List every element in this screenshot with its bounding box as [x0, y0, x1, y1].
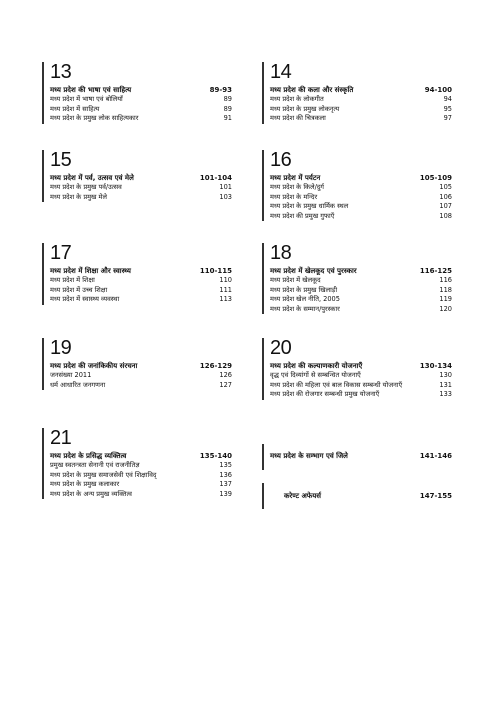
toc-item[interactable]: मध्य प्रदेश के प्रमुख लोक साहित्यकार 91	[50, 114, 232, 123]
chapter-20	[262, 338, 452, 400]
toc-item[interactable]: मध्य प्रदेश की चित्रकला 97	[270, 114, 452, 123]
toc-item[interactable]: मध्य प्रदेश के मन्दिर 106	[270, 192, 452, 201]
toc-item[interactable]: मध्य प्रदेश में भाषा एवं बोलियाँ 89	[50, 95, 232, 103]
toc-item[interactable]: मध्य प्रदेश में शिक्षा 110	[50, 276, 232, 284]
chapter-number: 17	[50, 242, 72, 264]
chapter-number: 13	[50, 61, 72, 83]
chapter-number: 19	[50, 337, 72, 359]
chapter-heading[interactable]: मध्य प्रदेश में पर्व, उत्सव एवं मेले 101-104	[50, 174, 232, 182]
toc-item[interactable]: मध्य प्रदेश में स्वास्थ्य व्यवस्था 113	[50, 295, 232, 304]
toc-item[interactable]: मध्य प्रदेश में उच्च शिक्षा 111	[50, 285, 232, 294]
chapter-heading[interactable]: मध्य प्रदेश में खेलकूद एवं पुरस्कार 116-125	[270, 267, 452, 275]
toc-item[interactable]: धर्म आधारित जनगणना 127	[50, 380, 232, 389]
chapter-heading[interactable]: मध्य प्रदेश की कल्याणकारी योजनाएँ 130-134	[270, 362, 452, 370]
chapter-number: 15	[50, 149, 72, 171]
toc-item[interactable]: मध्य प्रदेश के प्रमुख खिलाड़ी 118	[270, 285, 452, 294]
toc-item[interactable]: जनसंख्या 2011 126	[50, 371, 232, 379]
chapter-number: 18	[270, 242, 292, 264]
chapter-17	[42, 243, 232, 305]
section-divisions	[262, 444, 452, 470]
section-heading[interactable]: करेण्ट अफेयर्स 147-155	[284, 492, 452, 500]
chapter-heading[interactable]: मध्य प्रदेश की कला और संस्कृति 94-100	[270, 86, 452, 94]
toc-item[interactable]: मध्य प्रदेश के किले/दुर्ग 105	[270, 183, 452, 191]
toc-item[interactable]: मध्य प्रदेश में खेलकूद 116	[270, 276, 452, 284]
chapter-13	[42, 62, 232, 124]
chapter-16	[262, 150, 452, 221]
chapter-15	[42, 150, 232, 202]
section-heading[interactable]: मध्य प्रदेश के सम्भाग एवं जिले 141-146	[270, 452, 452, 460]
chapter-heading[interactable]: मध्य प्रदेश में शिक्षा और स्वास्थ्य 110-115	[50, 267, 232, 275]
toc-item[interactable]: मध्य प्रदेश के प्रमुख कलाकार 137	[50, 480, 232, 489]
toc-item[interactable]: मध्य प्रदेश की प्रमुख गुफाएँ 108	[270, 211, 452, 220]
toc-item[interactable]: मध्य प्रदेश के प्रमुख धार्मिक स्थल 107	[270, 202, 452, 211]
toc-item[interactable]: मध्य प्रदेश के लोकगीत 94	[270, 95, 452, 103]
toc-item[interactable]: मध्य प्रदेश के प्रमुख समाजसेवी एवं शिक्षाविद् 136	[50, 470, 232, 479]
chapter-heading[interactable]: मध्य प्रदेश में पर्यटन 105-109	[270, 174, 452, 182]
toc-item[interactable]: मध्य प्रदेश की रोजगार सम्बन्धी प्रमुख योजनाएँ 133	[270, 390, 452, 399]
chapter-number: 14	[270, 61, 292, 83]
chapter-18	[262, 243, 452, 314]
section-current-affairs	[262, 483, 452, 509]
toc-item[interactable]: मध्य प्रदेश के अन्य प्रमुख व्यक्तित्व 139	[50, 489, 232, 498]
chapter-14	[262, 62, 452, 124]
toc-item[interactable]: मध्य प्रदेश में साहित्य 89	[50, 104, 232, 113]
chapter-21	[42, 428, 232, 499]
toc-item[interactable]: मध्य प्रदेश की महिला एवं बाल विकास सम्बन्धी योजनाएँ 131	[270, 380, 452, 389]
chapter-number: 16	[270, 149, 292, 171]
toc-item[interactable]: वृद्ध एवं दिव्यांगों से सम्बन्धित योजनाएँ 130	[270, 371, 452, 379]
toc-item[interactable]: मध्य प्रदेश के सम्मान/पुरस्कार 120	[270, 304, 452, 313]
chapter-19	[42, 338, 232, 390]
chapter-number: 20	[270, 337, 292, 359]
toc-item[interactable]: मध्य प्रदेश के प्रमुख मेले 103	[50, 192, 232, 201]
chapter-heading[interactable]: मध्य प्रदेश की जनांकिकीय संरचना 126-129	[50, 362, 232, 370]
chapter-heading[interactable]: मध्य प्रदेश के प्रसिद्ध व्यक्तित्व 135-140	[50, 452, 232, 460]
toc-item[interactable]: मध्य प्रदेश खेल नीति, 2005 119	[270, 295, 452, 304]
chapter-heading[interactable]: मध्य प्रदेश की भाषा एवं साहित्य 89-93	[50, 86, 232, 94]
chapter-number: 21	[50, 427, 72, 449]
toc-item[interactable]: मध्य प्रदेश के प्रमुख पर्व/उत्सव 101	[50, 183, 232, 191]
toc-item[interactable]: मध्य प्रदेश के प्रमुख लोकनृत्य 95	[270, 104, 452, 113]
toc-item[interactable]: प्रमुख स्वतन्त्रता सेनानी एवं राजनीतिज्ञ 135	[50, 461, 232, 469]
